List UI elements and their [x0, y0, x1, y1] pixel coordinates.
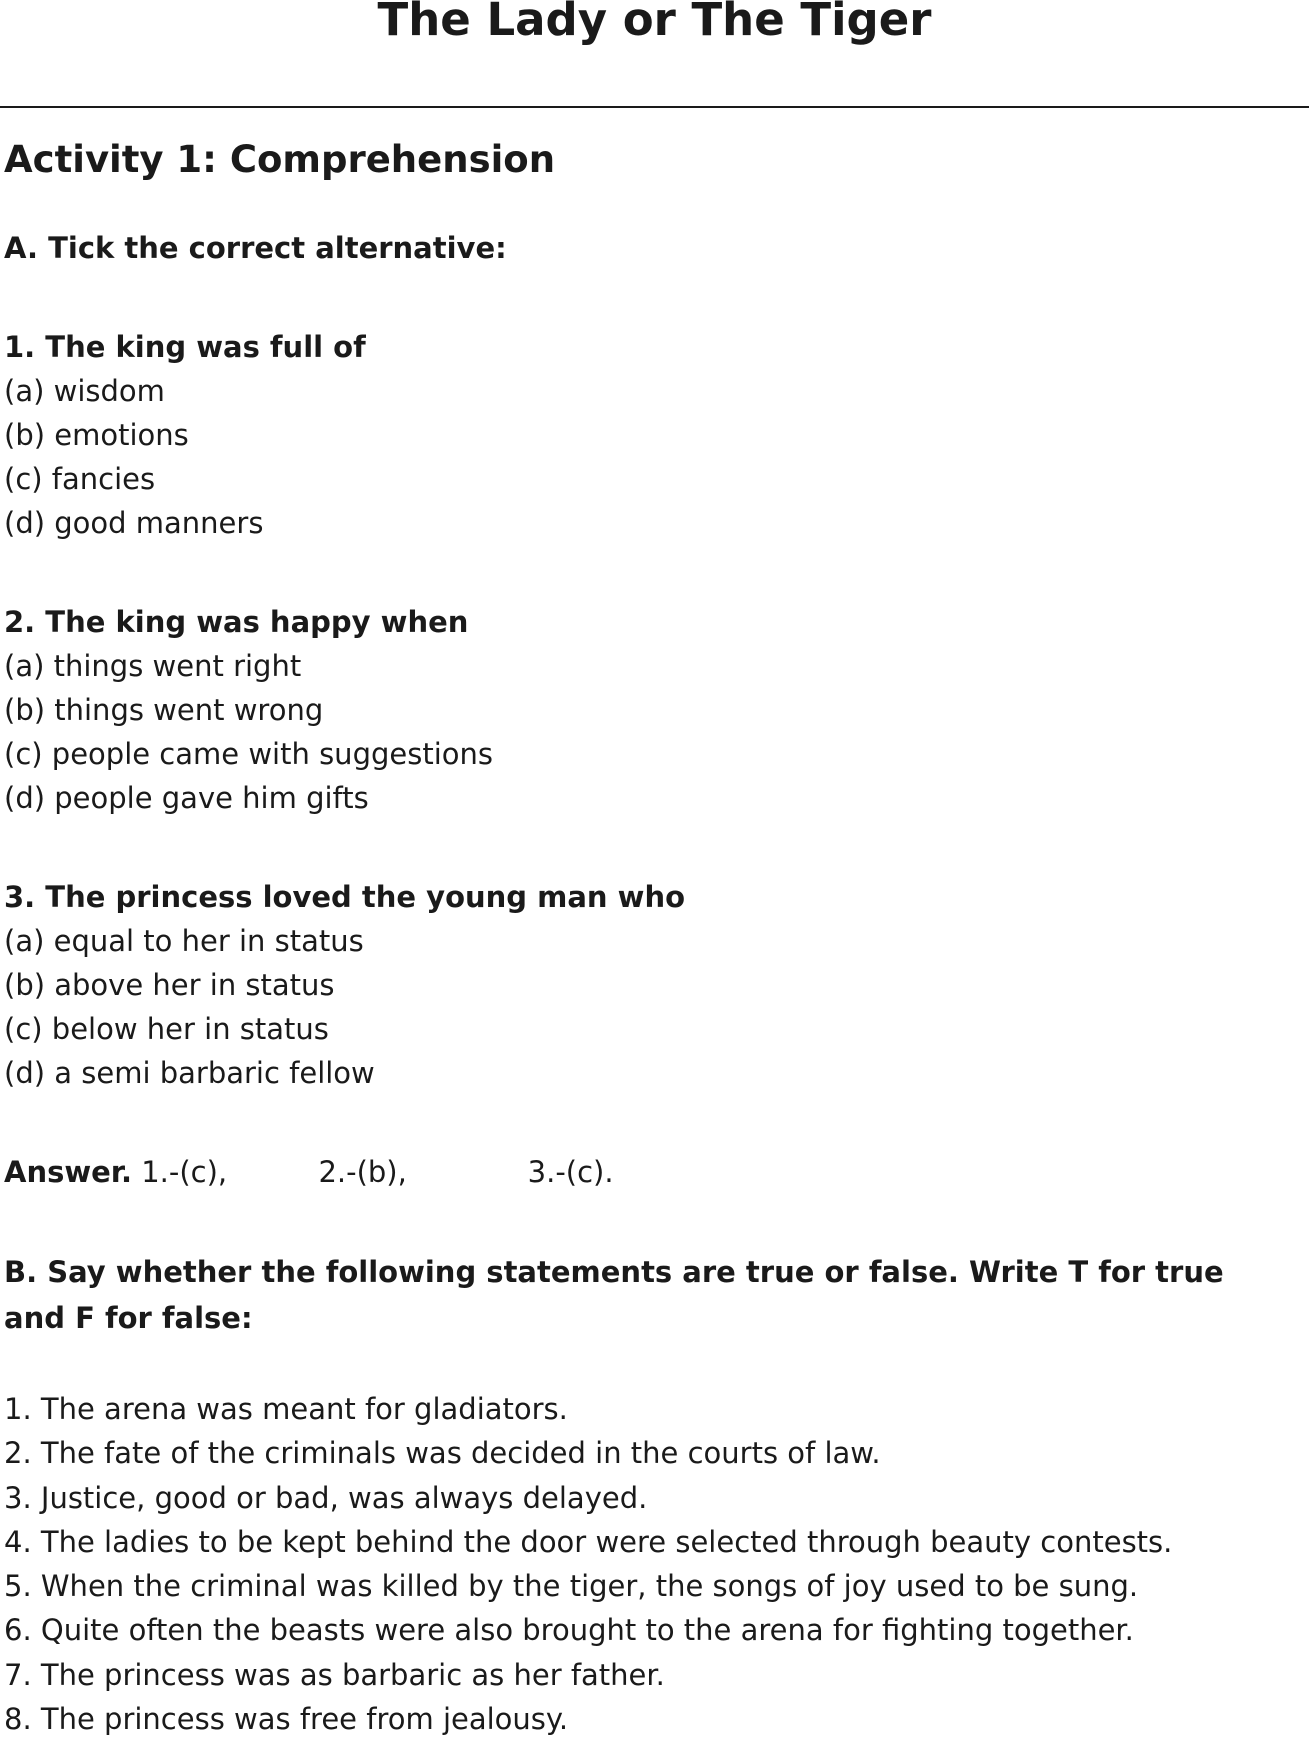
statement-item: 8. The princess was free from jealousy. [4, 1702, 569, 1737]
question-1 [4, 325, 1294, 545]
option-b: (b) things went wrong [4, 693, 324, 727]
document-body [4, 132, 1294, 1741]
answer-item-3: 3.-(c). [527, 1155, 614, 1189]
option-c: (c) fancies [4, 462, 156, 496]
statement-item: 3. Justice, good or bad, was always delayed. [4, 1480, 648, 1515]
question-text: 2. The king was happy when [4, 605, 469, 639]
statement-item: 7. The princess was as barbaric as her father. [4, 1657, 665, 1692]
option-a: (a) wisdom [4, 374, 165, 408]
question-2 [4, 600, 1294, 820]
question-text: 3. The princess loved the young man who [4, 880, 686, 914]
option-a: (a) equal to her in status [4, 924, 364, 958]
option-c: (c) people came with suggestions [4, 737, 493, 771]
page-title: The Lady or The Tiger [377, 0, 932, 46]
question-3 [4, 875, 1294, 1095]
answer-line [4, 1150, 1294, 1194]
statement-item: 1. The arena was meant for gladiators. [4, 1392, 568, 1426]
section-b-heading: B. Say whether the following statements are true or false. Write T for true and F for false: [4, 1255, 1224, 1335]
statement-item: 2. The fate of the criminals was decided in the courts of law. [4, 1436, 881, 1471]
statement-item: 6. Quite often the beasts were also brought to the arena for fighting together. [4, 1613, 1134, 1648]
statement-item: 5. When the criminal was killed by the tiger, the songs of joy used to be sung. [4, 1569, 1139, 1604]
activity-heading: Activity 1: Comprehension [4, 138, 556, 181]
section-a-heading: A. Tick the correct alternative: [4, 231, 507, 265]
option-b: (b) emotions [4, 418, 189, 452]
option-c: (c) below her in status [4, 1012, 329, 1046]
answer-item-2: 2.-(b), [318, 1155, 407, 1189]
question-text: 1. The king was full of [4, 330, 366, 364]
statement-item: 4. The ladies to be kept behind the door were selected through beauty contests. [4, 1524, 1173, 1559]
option-d: (d) a semi barbaric fellow [4, 1056, 375, 1090]
option-d: (d) good manners [4, 506, 264, 540]
answer-item-1: 1.-(c), [141, 1155, 228, 1189]
answer-label: Answer. [4, 1155, 132, 1189]
statement-list [4, 1387, 1294, 1741]
option-b: (b) above her in status [4, 968, 335, 1002]
title-divider [0, 106, 1309, 108]
option-a: (a) things went right [4, 649, 302, 683]
option-d: (d) people gave him gifts [4, 781, 369, 815]
